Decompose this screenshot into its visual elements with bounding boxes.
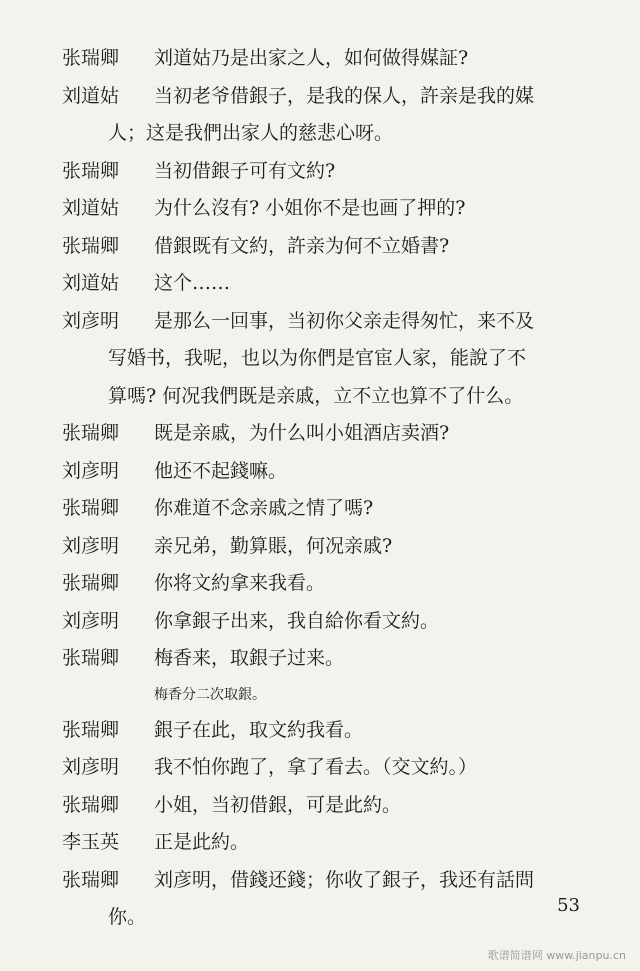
script-line (62, 153, 594, 191)
script-line (62, 378, 594, 416)
speaker-name: 刘彦明 (62, 534, 120, 557)
script-line (62, 453, 594, 491)
dialogue-text: 刘彦明，借錢还錢；你收了銀子，我还有話問 (154, 868, 535, 891)
dialogue-text: 刘道姑乃是出家之人，如何做得媒証? (154, 47, 469, 69)
dialogue-text: 你难道不念亲戚之情了嗎? (154, 497, 374, 519)
speaker-name: 张瑞卿 (62, 647, 120, 669)
dialogue-text: 是那么一回事，当初你父亲走得匆忙，来不及 (154, 309, 535, 332)
speaker-name: 刘彦明 (62, 609, 120, 632)
dialogue-text: 借銀既有文約，許亲为何不立婚書? (154, 234, 450, 257)
speaker-name: 刘道姑 (62, 84, 120, 107)
script-line (62, 528, 594, 566)
script-line (62, 228, 594, 266)
script-line (62, 899, 594, 937)
page-number: 53 (557, 895, 580, 916)
script-line (62, 265, 594, 303)
speaker-name: 张瑞卿 (62, 497, 120, 519)
script-line (62, 749, 594, 787)
script-lines (62, 40, 594, 937)
dialogue-text: 这个…… (154, 272, 231, 294)
speaker-name: 刘道姑 (62, 272, 120, 294)
script-line (62, 78, 594, 116)
speaker-name: 张瑞卿 (62, 422, 120, 444)
dialogue-continuation: 写婚书，我呢，也以为你們是官宦人家，能說了不 (108, 347, 527, 369)
script-line (62, 40, 594, 78)
script-line (62, 603, 594, 641)
dialogue-text: 当初老爷借銀子，是我的保人，許亲是我的媒 (154, 84, 535, 107)
dialogue-text: 亲兄弟，勤算賬，何况亲戚? (154, 534, 393, 557)
dialogue-text: 正是此約。 (154, 831, 250, 853)
script-line (62, 678, 594, 712)
speaker-name: 刘彦明 (62, 459, 120, 482)
script-line (62, 824, 594, 862)
speaker-name: 张瑞卿 (62, 718, 120, 741)
watermark: 歌谱简谱网 www.jianpu.cn (487, 949, 626, 962)
speaker-name: 刘彦明 (62, 309, 120, 332)
dialogue-continuation: 人；这是我們出家人的慈悲心呀。 (108, 122, 394, 144)
script-line (62, 490, 594, 528)
script-line (62, 862, 594, 900)
dialogue-continuation: 算嗎? 何况我們既是亲戚，立不立也算不了什么。 (108, 384, 524, 407)
dialogue-text: 你拿銀子出来，我自給你看文約。 (154, 609, 440, 632)
dialogue-text: 梅香来，取銀子过来。 (154, 647, 345, 669)
script-line (62, 190, 594, 228)
script-line (62, 415, 594, 453)
script-line (62, 340, 594, 378)
speaker-name: 刘彦明 (62, 756, 120, 778)
dialogue-continuation: 你。 (108, 906, 147, 928)
dialogue-text: 既是亲戚，为什么叫小姐酒店卖酒? (154, 422, 450, 444)
dialogue-text: 你将文約拿来我看。 (154, 572, 326, 594)
speaker-name: 张瑞卿 (62, 868, 120, 891)
speaker-name: 张瑞卿 (62, 572, 120, 594)
speaker-name: 张瑞卿 (62, 47, 120, 69)
dialogue-text: 我不怕你跑了，拿了看去。（交文約。） (154, 756, 478, 778)
script-line (62, 303, 594, 341)
dialogue-text: 小姐，当初借銀，可是此約。 (154, 793, 402, 816)
speaker-name: 张瑞卿 (62, 793, 120, 816)
speaker-name: 张瑞卿 (62, 159, 120, 182)
dialogue-text: 他还不起錢嘛。 (154, 459, 288, 482)
script-line (62, 115, 594, 153)
speaker-name: 张瑞卿 (62, 234, 120, 257)
dialogue-text: 銀子在此，取文約我看。 (154, 718, 364, 741)
script-line (62, 565, 594, 603)
script-line (62, 640, 594, 678)
dialogue-text: 当初借銀子可有文約? (154, 159, 336, 182)
dialogue-text: 为什么沒有? 小姐你不是也画了押的? (154, 197, 466, 219)
script-line (62, 787, 594, 825)
script-line (62, 712, 594, 750)
speaker-name: 刘道姑 (62, 197, 120, 219)
speaker-name: 李玉英 (62, 831, 120, 853)
stage-direction: 梅香分二次取銀。 (154, 686, 266, 703)
